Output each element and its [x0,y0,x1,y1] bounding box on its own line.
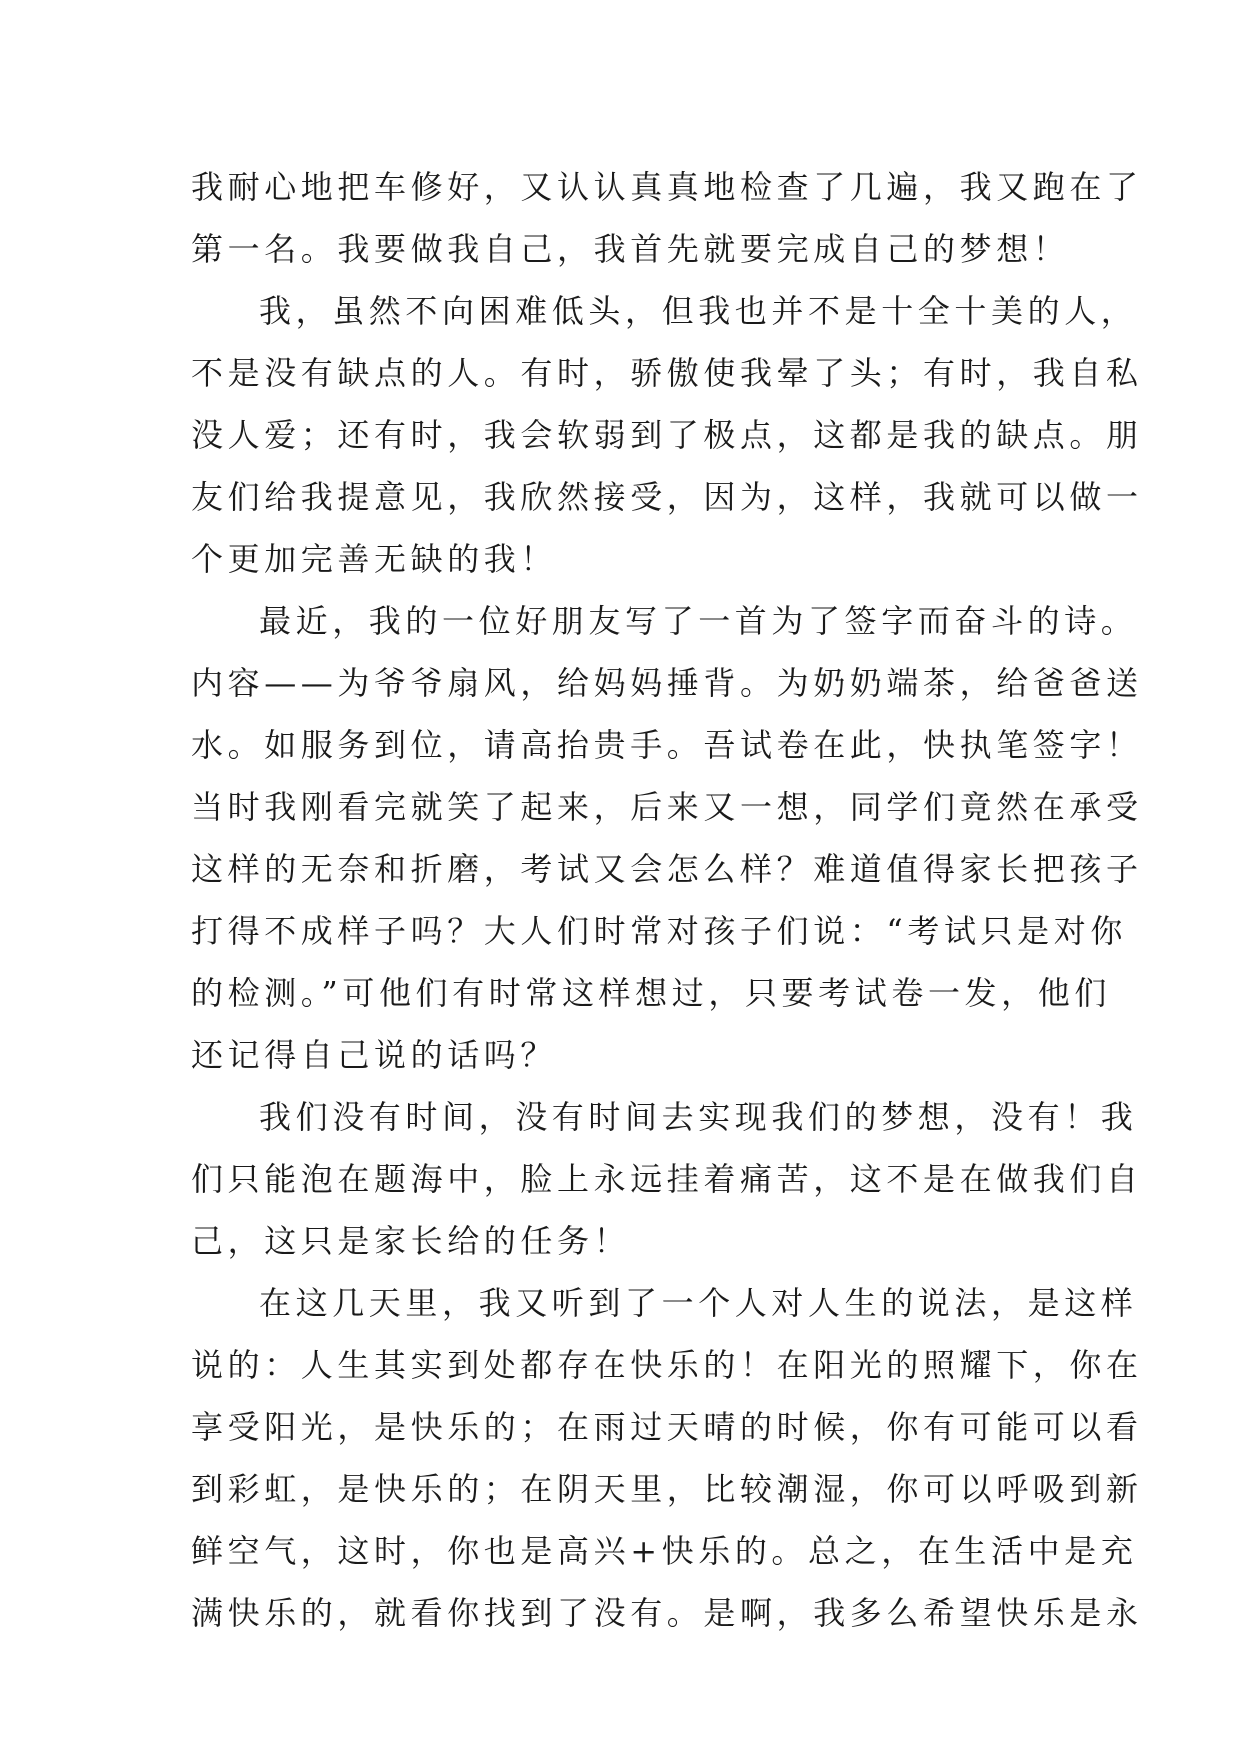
text-line: 内容——为爷爷扇风，给妈妈捶背。为奶奶端茶，给爸爸送 [191,664,1143,702]
text-line: 们只能泡在题海中，脸上永远挂着痛苦，这不是在做我们自 [191,1160,1143,1198]
text-line: 没人爱；还有时，我会软弱到了极点，这都是我的缺点。朋 [191,416,1143,454]
text-line: 说的：人生其实到处都存在快乐的！在阳光的照耀下，你在 [191,1346,1143,1384]
text-line: 个更加完善无缺的我！ [191,540,558,578]
text-line: 满快乐的，就看你找到了没有。是啊，我多么希望快乐是永 [191,1594,1143,1632]
text-line: 这样的无奈和折磨，考试又会怎么样？难道值得家长把孩子 [191,850,1143,888]
text-line: 我耐心地把车修好，又认认真真地检查了几遍，我又跑在了 [191,168,1143,206]
paragraph-first-line: 在这几天里，我又听到了一个人对人生的说法，是这样 [259,1284,1138,1322]
text-line: 友们给我提意见，我欣然接受，因为，这样，我就可以做一 [191,478,1143,516]
paragraph-first-line: 我，虽然不向困难低头，但我也并不是十全十美的人， [259,292,1138,330]
document-body [191,156,1143,1644]
text-line: 打得不成样子吗？大人们时常对孩子们说：“考试只是对你 [191,912,1127,950]
text-line: 己，这只是家长给的任务！ [191,1222,631,1260]
text-line: 鲜空气，这时，你也是高兴+快乐的。总之，在生活中是充 [191,1532,1138,1570]
text-line: 不是没有缺点的人。有时，骄傲使我晕了头；有时，我自私 [191,354,1143,392]
paragraph-first-line: 我们没有时间，没有时间去实现我们的梦想，没有！我 [259,1098,1138,1136]
text-line: 水。如服务到位，请高抬贵手。吾试卷在此，快执笔签字！ [191,726,1143,764]
text-line: 的检测。”可他们有时常这样想过，只要考试卷一发，他们 [191,974,1111,1012]
text-line: 当时我刚看完就笑了起来，后来又一想，同学们竟然在承受 [191,788,1143,826]
text-line: 享受阳光，是快乐的；在雨过天晴的时候，你有可能可以看 [191,1408,1143,1446]
text-line: 到彩虹，是快乐的；在阴天里，比较潮湿，你可以呼吸到新 [191,1470,1143,1508]
paragraph-first-line: 最近，我的一位好朋友写了一首为了签字而奋斗的诗。 [259,602,1138,640]
text-line: 还记得自己说的话吗？ [191,1036,558,1074]
text-line: 第一名。我要做我自己，我首先就要完成自己的梦想！ [191,230,1070,268]
